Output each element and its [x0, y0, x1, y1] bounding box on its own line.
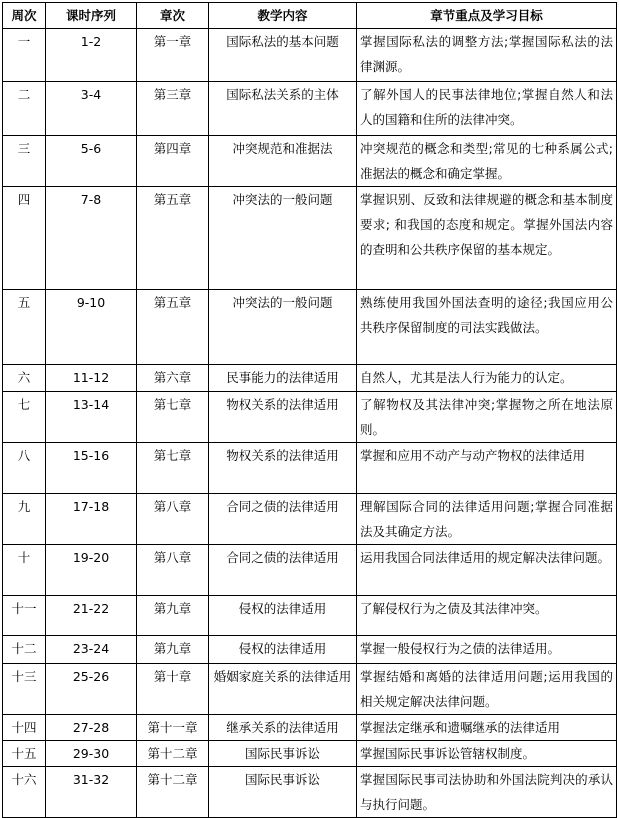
week-cell: 一	[3, 29, 46, 82]
week-cell: 六	[3, 365, 46, 392]
content-cell: 冲突规范和准据法	[209, 136, 357, 187]
goal-cell: 冲突规范的概念和类型;常见的七种系属公式; 准据法的概念和确定掌握。	[357, 136, 617, 187]
week-cell: 三	[3, 136, 46, 187]
goal-cell: 掌握一般侵权行为之债的法律适用。	[357, 636, 617, 664]
hours-cell: 19-20	[46, 545, 137, 596]
chapter-cell: 第七章	[137, 392, 209, 443]
content-cell: 继承关系的法律适用	[209, 715, 357, 741]
hours-cell: 5-6	[46, 136, 137, 187]
week-cell: 十三	[3, 664, 46, 715]
week-cell: 十一	[3, 596, 46, 636]
goal-cell: 理解国际合同的法律适用问题;掌握合同准据法及其确定方法。	[357, 494, 617, 545]
header-content: 教学内容	[209, 3, 357, 29]
week-cell: 九	[3, 494, 46, 545]
content-cell: 物权关系的法律适用	[209, 443, 357, 494]
chapter-cell: 第五章	[137, 290, 209, 365]
table-row	[3, 82, 617, 136]
hours-cell: 29-30	[46, 741, 137, 767]
chapter-cell: 第三章	[137, 82, 209, 136]
week-cell: 十四	[3, 715, 46, 741]
chapter-cell: 第七章	[137, 443, 209, 494]
table-row	[3, 290, 617, 365]
goal-cell: 掌握和应用不动产与动产物权的法律适用	[357, 443, 617, 494]
hours-cell: 7-8	[46, 187, 137, 290]
hours-cell: 17-18	[46, 494, 137, 545]
week-cell: 二	[3, 82, 46, 136]
hours-cell: 3-4	[46, 82, 137, 136]
chapter-cell: 第四章	[137, 136, 209, 187]
chapter-cell: 第八章	[137, 545, 209, 596]
table-row	[3, 29, 617, 82]
header-row	[3, 3, 617, 29]
content-cell: 合同之债的法律适用	[209, 494, 357, 545]
table-row	[3, 365, 617, 392]
content-cell: 民事能力的法律适用	[209, 365, 357, 392]
goal-cell: 掌握结婚和离婚的法律适用问题;运用我国的相关规定解决法律问题。	[357, 664, 617, 715]
week-cell: 十二	[3, 636, 46, 664]
content-cell: 冲突法的一般问题	[209, 187, 357, 290]
table-row	[3, 596, 617, 636]
chapter-cell: 第十二章	[137, 741, 209, 767]
goal-cell: 掌握识别、反致和法律规避的概念和基本制度要求; 和我国的态度和规定。掌握外国法内容的查明和公共秩序保留的基本规定。	[357, 187, 617, 290]
hours-cell: 27-28	[46, 715, 137, 741]
content-cell: 国际民事诉讼	[209, 767, 357, 818]
content-cell: 国际民事诉讼	[209, 741, 357, 767]
content-cell: 物权关系的法律适用	[209, 392, 357, 443]
goal-cell: 掌握法定继承和遗嘱继承的法律适用	[357, 715, 617, 741]
table-row	[3, 715, 617, 741]
content-cell: 国际私法的基本问题	[209, 29, 357, 82]
table-row	[3, 494, 617, 545]
chapter-cell: 第八章	[137, 494, 209, 545]
chapter-cell: 第九章	[137, 596, 209, 636]
hours-cell: 23-24	[46, 636, 137, 664]
goal-cell: 自然人，尤其是法人行为能力的认定。	[357, 365, 617, 392]
content-cell: 国际私法关系的主体	[209, 82, 357, 136]
goal-cell: 了解侵权行为之债及其法律冲突。	[357, 596, 617, 636]
table-row	[3, 636, 617, 664]
goal-cell: 运用我国合同法律适用的规定解决法律问题。	[357, 545, 617, 596]
table-row	[3, 392, 617, 443]
goal-cell: 了解物权及其法律冲突;掌握物之所在地法原则。	[357, 392, 617, 443]
week-cell: 十六	[3, 767, 46, 818]
table-row	[3, 136, 617, 187]
goal-cell: 熟练使用我国外国法查明的途径;我国应用公共秩序保留制度的司法实践做法。	[357, 290, 617, 365]
hours-cell: 21-22	[46, 596, 137, 636]
header-chapter: 章次	[137, 3, 209, 29]
week-cell: 十	[3, 545, 46, 596]
course-schedule-table	[2, 2, 617, 818]
content-cell: 侵权的法律适用	[209, 596, 357, 636]
week-cell: 七	[3, 392, 46, 443]
header-goal: 章节重点及学习目标	[357, 3, 617, 29]
week-cell: 四	[3, 187, 46, 290]
goal-cell: 掌握国际民事司法协助和外国法院判决的承认与执行问题。	[357, 767, 617, 818]
chapter-cell: 第十二章	[137, 767, 209, 818]
content-cell: 合同之债的法律适用	[209, 545, 357, 596]
goal-cell: 掌握国际民事诉讼管辖权制度。	[357, 741, 617, 767]
content-cell: 冲突法的一般问题	[209, 290, 357, 365]
chapter-cell: 第六章	[137, 365, 209, 392]
chapter-cell: 第十章	[137, 664, 209, 715]
table-row	[3, 187, 617, 290]
chapter-cell: 第一章	[137, 29, 209, 82]
hours-cell: 25-26	[46, 664, 137, 715]
week-cell: 八	[3, 443, 46, 494]
week-cell: 五	[3, 290, 46, 365]
chapter-cell: 第十一章	[137, 715, 209, 741]
table-row	[3, 741, 617, 767]
content-cell: 侵权的法律适用	[209, 636, 357, 664]
week-cell: 十五	[3, 741, 46, 767]
hours-cell: 1-2	[46, 29, 137, 82]
goal-cell: 掌握国际私法的调整方法;掌握国际私法的法律渊源。	[357, 29, 617, 82]
table-row	[3, 443, 617, 494]
chapter-cell: 第九章	[137, 636, 209, 664]
table-row	[3, 545, 617, 596]
header-week: 周次	[3, 3, 46, 29]
goal-cell: 了解外国人的民事法律地位;掌握自然人和法人的国籍和住所的法律冲突。	[357, 82, 617, 136]
hours-cell: 11-12	[46, 365, 137, 392]
chapter-cell: 第五章	[137, 187, 209, 290]
content-cell: 婚姻家庭关系的法律适用	[209, 664, 357, 715]
hours-cell: 13-14	[46, 392, 137, 443]
hours-cell: 31-32	[46, 767, 137, 818]
hours-cell: 9-10	[46, 290, 137, 365]
header-hours: 课时序列	[46, 3, 137, 29]
hours-cell: 15-16	[46, 443, 137, 494]
table-row	[3, 664, 617, 715]
